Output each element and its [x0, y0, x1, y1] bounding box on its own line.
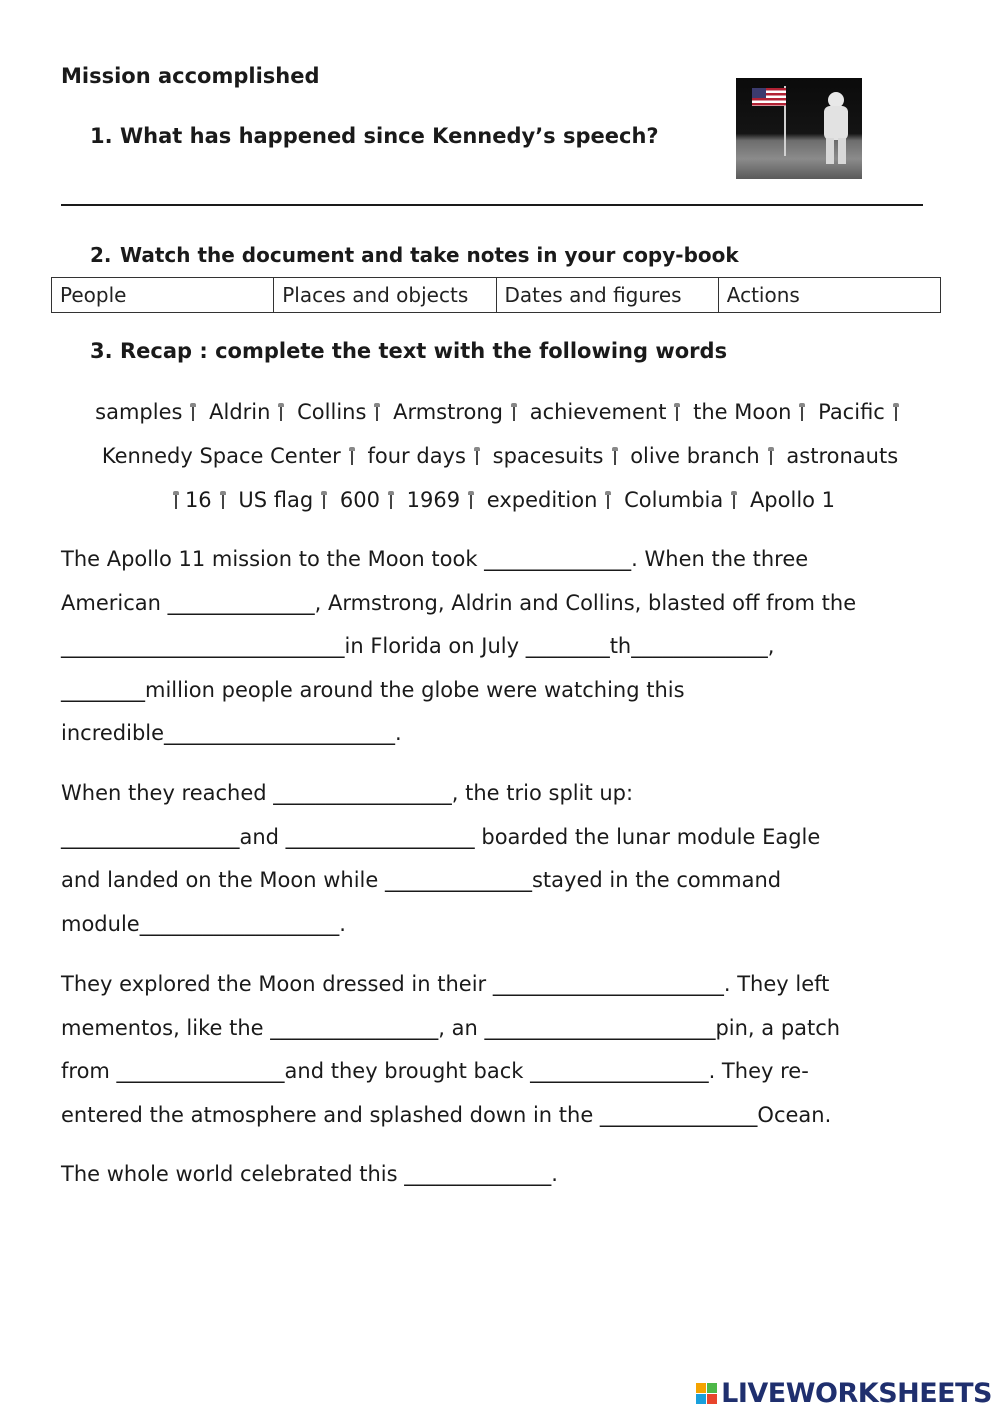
separator-icon	[614, 449, 616, 465]
notes-table-row	[52, 278, 941, 313]
notes-col-people[interactable]: People	[52, 278, 274, 313]
paragraph-4	[61, 1153, 941, 1197]
word-bank-word[interactable]: Aldrin	[209, 400, 271, 424]
question-3	[90, 339, 727, 363]
separator-icon	[476, 449, 478, 465]
notes-col-places[interactable]: Places and objects	[274, 278, 496, 313]
paragraph-line[interactable]: The Apollo 11 mission to the Moon took ______________. When the three	[61, 547, 809, 571]
word-bank-word[interactable]: Collins	[297, 400, 367, 424]
answer-line-q1[interactable]	[61, 204, 923, 206]
separator-icon	[801, 405, 803, 421]
question-1	[90, 124, 659, 148]
separator-icon	[351, 449, 353, 465]
paragraph-line[interactable]: mementos, like the ________________, an ______________________pin, a patch	[61, 1015, 841, 1040]
word-bank-word[interactable]: 16	[184, 488, 212, 512]
separator-icon	[770, 449, 772, 465]
word-bank-word[interactable]: Columbia	[624, 488, 724, 512]
word-bank-word[interactable]: spacesuits	[492, 444, 604, 468]
separator-icon	[175, 493, 177, 509]
paragraph-line[interactable]: module___________________.	[61, 911, 346, 936]
word-bank	[40, 390, 960, 522]
paragraph-line[interactable]: entered the atmosphere and splashed down in the _______________Ocean.	[61, 1102, 832, 1127]
word-bank-word[interactable]: achievement	[529, 400, 667, 424]
word-bank-word[interactable]: 600	[339, 488, 380, 512]
word-bank-word[interactable]: samples	[95, 400, 183, 424]
word-bank-word[interactable]: Armstrong	[393, 400, 504, 424]
paragraph-line[interactable]: When they reached _________________, the trio split up:	[61, 781, 634, 805]
word-bank-word[interactable]: olive branch	[630, 444, 760, 468]
separator-icon	[376, 405, 378, 421]
question-3-number: 3.	[90, 339, 113, 363]
paragraph-2	[61, 772, 941, 946]
paragraph-line[interactable]: ________million people around the globe were watching this	[61, 677, 685, 702]
paragraph-line[interactable]: They explored the Moon dressed in their ______________________. They left	[61, 972, 830, 996]
word-bank-word[interactable]: Pacific	[818, 400, 885, 424]
moon-landing-photo	[736, 78, 862, 179]
word-bank-line	[40, 478, 960, 522]
separator-icon	[895, 405, 897, 421]
word-bank-word[interactable]: astronauts	[786, 444, 899, 468]
separator-icon	[222, 493, 224, 509]
word-bank-word[interactable]: expedition	[486, 488, 598, 512]
paragraph-line[interactable]: and landed on the Moon while ______________stayed in the command	[61, 868, 782, 892]
question-2	[90, 243, 739, 267]
separator-icon	[513, 405, 515, 421]
word-bank-word[interactable]: Kennedy Space Center	[101, 444, 341, 468]
word-bank-word[interactable]: the Moon	[693, 400, 792, 424]
separator-icon	[323, 493, 325, 509]
notes-col-dates[interactable]: Dates and figures	[496, 278, 718, 313]
word-bank-word[interactable]: 1969	[406, 488, 461, 512]
paragraph-3	[61, 963, 941, 1137]
notes-table	[51, 277, 941, 313]
separator-icon	[470, 493, 472, 509]
liveworksheets-logo-icon	[696, 1383, 718, 1405]
page-title: Mission accomplished	[61, 64, 320, 88]
separator-icon	[733, 493, 735, 509]
notes-col-actions[interactable]: Actions	[718, 278, 940, 313]
question-1-text: What has happened since Kennedy’s speech?	[120, 124, 659, 148]
astronaut-body	[824, 106, 848, 140]
question-1-number: 1.	[90, 124, 113, 148]
paragraph-line[interactable]: from ________________and they brought back _________________. They re-	[61, 1059, 809, 1083]
liveworksheets-logo-text: LIVEWORKSHEETS	[721, 1378, 992, 1409]
word-bank-line	[40, 434, 960, 478]
paragraph-line[interactable]: _________________and __________________ boarded the lunar module Eagle	[61, 824, 821, 849]
paragraph-line[interactable]: The whole world celebrated this ______________.	[61, 1162, 558, 1186]
word-bank-word[interactable]: Apollo 1	[749, 488, 836, 512]
separator-icon	[676, 405, 678, 421]
us-flag-image	[752, 88, 786, 106]
paragraph-line[interactable]: American ______________, Armstrong, Aldrin and Collins, blasted off from the	[61, 590, 857, 615]
question-2-text: Watch the document and take notes in your copy-book	[120, 243, 739, 267]
question-3-text: Recap : complete the text with the following words	[120, 339, 728, 363]
separator-icon	[280, 405, 282, 421]
paragraph-line[interactable]: incredible______________________.	[61, 721, 402, 745]
word-bank-line	[40, 390, 960, 434]
paragraph-line[interactable]: ___________________________in Florida on July ________th_____________,	[61, 634, 775, 658]
separator-icon	[607, 493, 609, 509]
word-bank-word[interactable]: four days	[367, 444, 466, 468]
question-2-number: 2.	[90, 243, 112, 267]
separator-icon	[192, 405, 194, 421]
paragraph-1	[61, 538, 941, 756]
liveworksheets-logo	[696, 1378, 992, 1409]
word-bank-word[interactable]: US flag	[238, 488, 314, 512]
separator-icon	[390, 493, 392, 509]
